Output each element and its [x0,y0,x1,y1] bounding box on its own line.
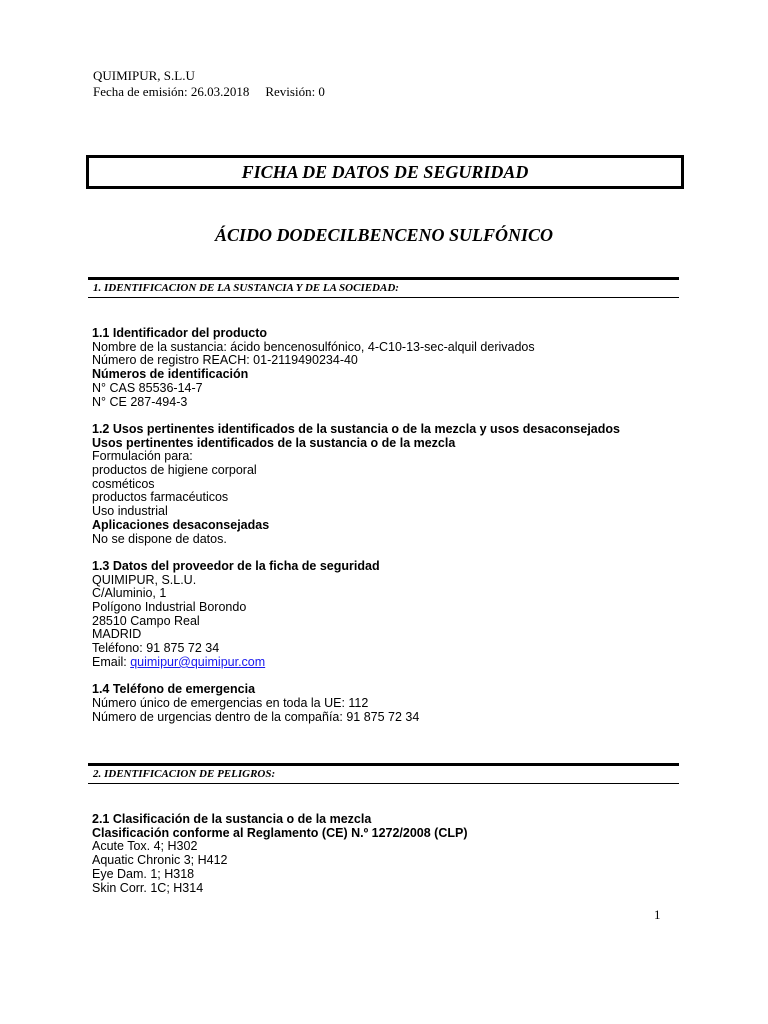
no-data: No se dispone de datos. [92,531,227,546]
s13-title: 1.3 Datos del proveedor de la ficha de seguridad [92,558,380,573]
email-link[interactable]: quimipur@quimipur.com [130,654,266,669]
section-2-heading: 2. IDENTIFICACION DE PELIGROS: [93,768,276,780]
use-item: productos farmacéuticos [92,490,229,505]
page-number: 1 [654,907,661,922]
product-title: ÁCIDO DODECILBENCENO SULFÓNICO [214,225,554,245]
email-line [92,656,692,670]
s21-sub: Clasificación conforme al Reglamento (CE) N.º 1272/2008 (CLP) [92,825,468,840]
supplier-line: QUIMIPUR, S.L.U. [92,572,197,587]
s12-sub2: Aplicaciones desaconsejadas [92,517,270,532]
hazard-item: Aquatic Chronic 3; H412 [92,853,228,868]
use-item: cosméticos [92,476,155,491]
supplier-line: Polígono Industrial Borondo [92,600,247,615]
document-title: FICHA DE DATOS DE SEGURIDAD [241,162,529,182]
revision: Revisión: 0 [265,84,325,99]
supplier-line: C/Aluminio, 1 [92,586,167,601]
s12-title: 1.2 Usos pertinentes identificados de la sustancia o de la mezcla y usos desaconsejados [92,421,620,436]
s14-title: 1.4 Teléfono de emergencia [92,682,256,697]
document-header [93,68,325,100]
emergency-company: Número de urgencias dentro de la compañía: 91 875 72 34 [92,709,420,724]
s11-title: 1.1 Identificador del producto [92,326,268,340]
emergency-eu: Número único de emergencias en toda la UE: 112 [92,695,369,710]
cas-number: N° CAS 85536-14-7 [92,380,203,395]
use-item: productos de higiene corporal [92,463,257,478]
ce-number: N° CE 287-494-3 [92,394,188,409]
supplier-line: 28510 Campo Real [92,613,200,628]
email-label: Email: [92,654,131,669]
hazard-item: Acute Tox. 4; H302 [92,839,198,854]
reach-number: Número de registro REACH: 01-2119490234-40 [92,353,358,368]
section-1-heading: 1. IDENTIFICACION DE LA SUSTANCIA Y DE LA SOCIEDAD: [93,282,399,294]
hazard-item: Eye Dam. 1; H318 [92,866,195,881]
s21-title: 2.1 Clasificación de la sustancia o de la mezcla [92,812,372,826]
document-title-box [86,155,684,189]
section-1-header [88,277,679,298]
hazard-item: Skin Corr. 1C; H314 [92,880,204,895]
supplier-line: MADRID [92,627,142,642]
s12-sub1: Usos pertinentes identificados de la sustancia o de la mezcla [92,435,456,450]
section-1-body [92,327,692,724]
company-name: QUIMIPUR, S.L.U [93,68,195,83]
issue-info [93,84,325,100]
use-item: Formulación para: [92,449,193,464]
use-item: Uso industrial [92,504,168,519]
section-2-header [88,763,679,784]
ids-title: Números de identificación [92,367,249,382]
substance-name: Nombre de la sustancia: ácido bencenosulfónico, 4-C10-13-sec-alquil derivados [92,339,535,354]
issue-date: Fecha de emisión: 26.03.2018 [93,84,250,99]
supplier-line: Teléfono: 91 875 72 34 [92,641,220,656]
section-2-body [92,813,692,895]
